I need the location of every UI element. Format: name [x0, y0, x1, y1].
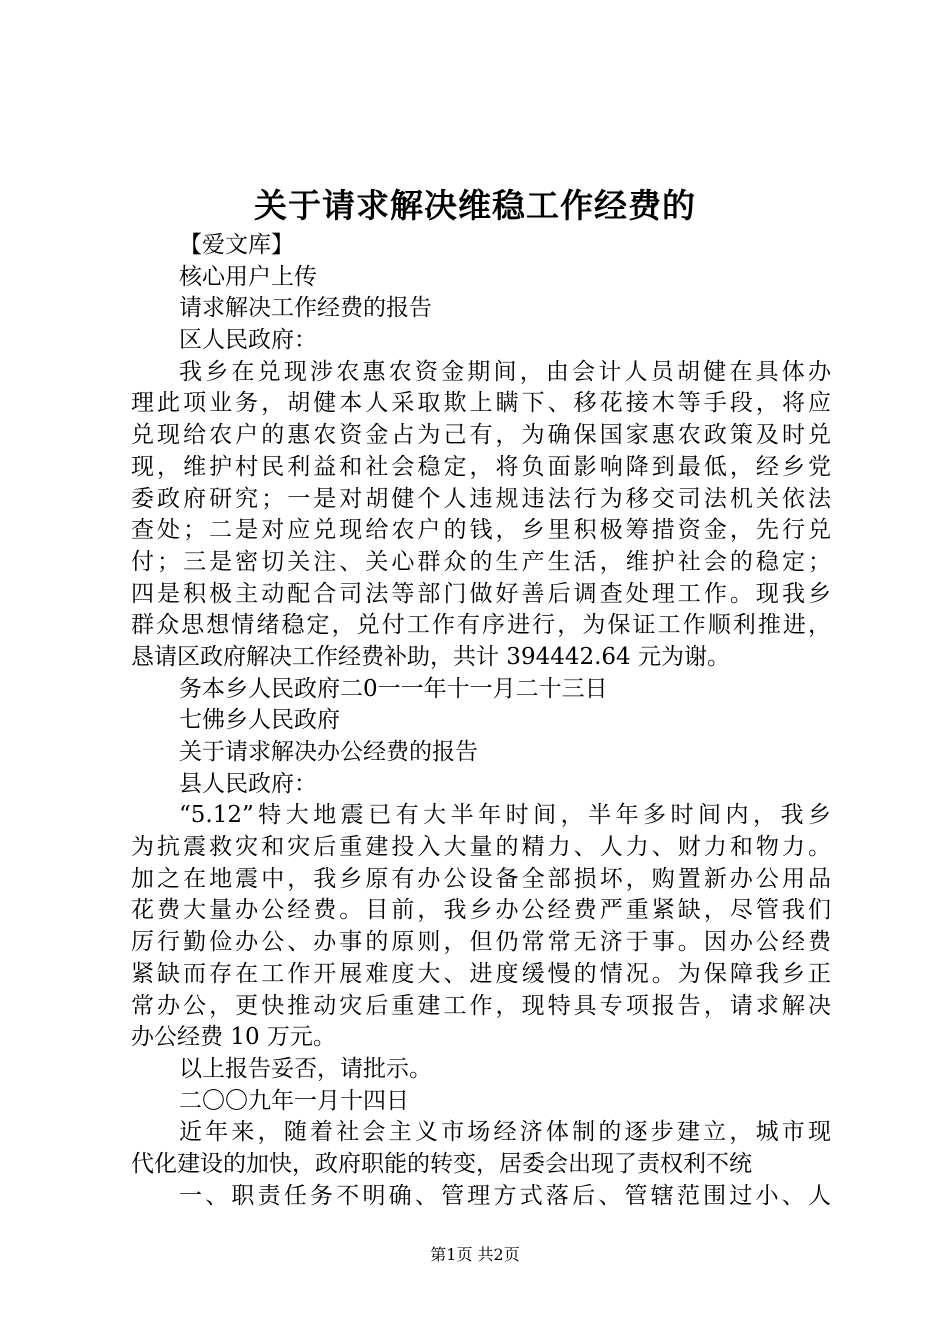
- document-title: 关于请求解决维稳工作经费的: [254, 186, 696, 225]
- text-line: 代化建设的加快，政府职能的转变，居委会出现了责权利不统: [131, 1150, 752, 1177]
- text-line: 恳请区政府解决工作经费补助，共计 394442.64 元为谢。: [131, 643, 730, 670]
- text-line: 七佛乡人民政府: [179, 707, 340, 734]
- text-line: 花费大量办公经费。目前，我乡办公经费严重紧缺，尽管我们: [131, 897, 831, 924]
- text-line: 委政府研究；一是对胡健个人违规违法行为移交司法机关依法: [131, 485, 831, 512]
- text-line: 【爱文库】: [179, 232, 294, 258]
- document-body: [131, 230, 831, 1212]
- text-line: 加之在地震中，我乡原有办公设备全部损坏，购置新办公用品: [131, 865, 831, 892]
- text-line: 我乡在兑现涉农惠农资金期间，由会计人员胡健在具体办: [179, 358, 831, 385]
- text-line: 县人民政府：: [179, 770, 317, 797]
- text-line: 四是积极主动配合司法等部门做好善后调查处理工作。现我乡: [131, 580, 831, 607]
- text-line: 理此项业务，胡健本人采取欺上瞒下、移花接木等手段，将应: [131, 390, 831, 417]
- text-line: 为抗震救灾和灾后重建投入大量的精力、人力、财力和物力。: [131, 834, 831, 861]
- text-line: 常办公，更快推动灾后重建工作，现特具专项报告，请求解决: [131, 992, 831, 1019]
- text-line: 区人民政府：: [179, 327, 317, 354]
- text-line: 二〇〇九年一月十四日: [179, 1087, 409, 1114]
- text-line: 群众思想情绪稳定，兑付工作有序进行，为保证工作顺利推进，: [131, 612, 831, 639]
- text-line: 兑现给农户的惠农资金占为己有，为确保国家惠农政策及时兑: [131, 422, 831, 449]
- text-line: 一、职责任务不明确、管理方式落后、管辖范围过小、人: [179, 1182, 831, 1209]
- text-line: 办公经费 10 万元。: [131, 1024, 336, 1051]
- text-line: 关于请求解决办公经费的报告: [179, 739, 478, 765]
- text-line: “5.12”特大地震已有大半年时间，半年多时间内，我乡: [179, 802, 831, 829]
- text-line: 请求解决工作经费的报告: [179, 295, 432, 322]
- text-line: 以上报告妥否，请批示。: [179, 1055, 432, 1082]
- text-line: 厉行勤俭办公、办事的原则，但仍常常无济于事。因办公经费: [131, 929, 831, 956]
- text-line: 查处；二是对应兑现给农户的钱，乡里积极筹措资金，先行兑: [131, 517, 831, 544]
- text-line: 紧缺而存在工作开展难度大、进度缓慢的情况。为保障我乡正: [131, 960, 831, 987]
- text-line: 近年来，随着社会主义市场经济体制的逐步建立，城市现: [179, 1119, 831, 1146]
- text-line: 付；三是密切关注、关心群众的生产生活，维护社会的稳定；: [131, 548, 831, 575]
- text-line: 核心用户上传: [179, 263, 317, 290]
- text-line: 务本乡人民政府二0一一年十一月二十三日: [179, 675, 608, 702]
- text-line: 现，维护村民利益和社会稳定，将负面影响降到最低，经乡党: [131, 453, 831, 480]
- page-footer: 第1页 共2页: [430, 1245, 520, 1264]
